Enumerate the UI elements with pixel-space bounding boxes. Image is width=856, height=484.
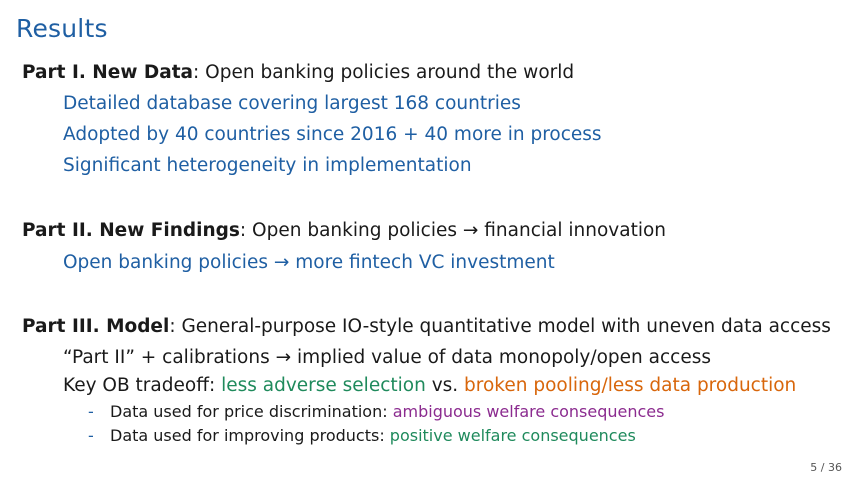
part2-description: : Open banking policies → financial innovation: [239, 220, 667, 241]
subitem-2-prefix: Data used for improving products:: [110, 426, 390, 445]
part1-item-1: Detailed database covering largest 168 countries: [63, 93, 521, 114]
tradeoff-benefit: less adverse selection: [221, 375, 426, 396]
part1-heading: [22, 64, 574, 83]
part2-heading: [22, 222, 666, 241]
slide-title: Results: [16, 14, 108, 43]
tradeoff-prefix: Key OB tradeoff:: [63, 375, 222, 396]
page-number: 5 / 36: [810, 461, 842, 474]
tradeoff-vs: vs.: [425, 375, 465, 396]
part2-item-1: Open banking policies → more fintech VC investment: [63, 252, 555, 273]
part3-heading: [22, 318, 831, 337]
bullet-dash: -: [88, 402, 94, 421]
part2-label: Part II. New Findings: [22, 220, 240, 241]
part1-description: : Open banking policies around the world: [193, 62, 575, 83]
part3-description: : General-purpose IO-style quantitative model with uneven data access: [169, 316, 831, 337]
part3-tradeoff: [63, 377, 796, 396]
subitem-2-consequence: positive welfare consequences: [389, 426, 636, 445]
part3-label: Part III. Model: [22, 316, 170, 337]
part1-item-2: Adopted by 40 countries since 2016 + 40 more in process: [63, 124, 602, 145]
part1-label: Part I. New Data: [22, 62, 194, 83]
part3-subitem-2: [88, 428, 636, 444]
part3-line-calibrations: “Part II” + calibrations → implied value of data monopoly/open access: [63, 347, 712, 368]
subitem-1-prefix: Data used for price discrimination:: [110, 402, 393, 421]
bullet-dash: -: [88, 426, 94, 445]
subitem-1-consequence: ambiguous welfare consequences: [392, 402, 665, 421]
part3-subitem-1: [88, 404, 664, 420]
tradeoff-cost: broken pooling/less data production: [464, 375, 797, 396]
part1-item-3: Significant heterogeneity in implementation: [63, 155, 472, 176]
